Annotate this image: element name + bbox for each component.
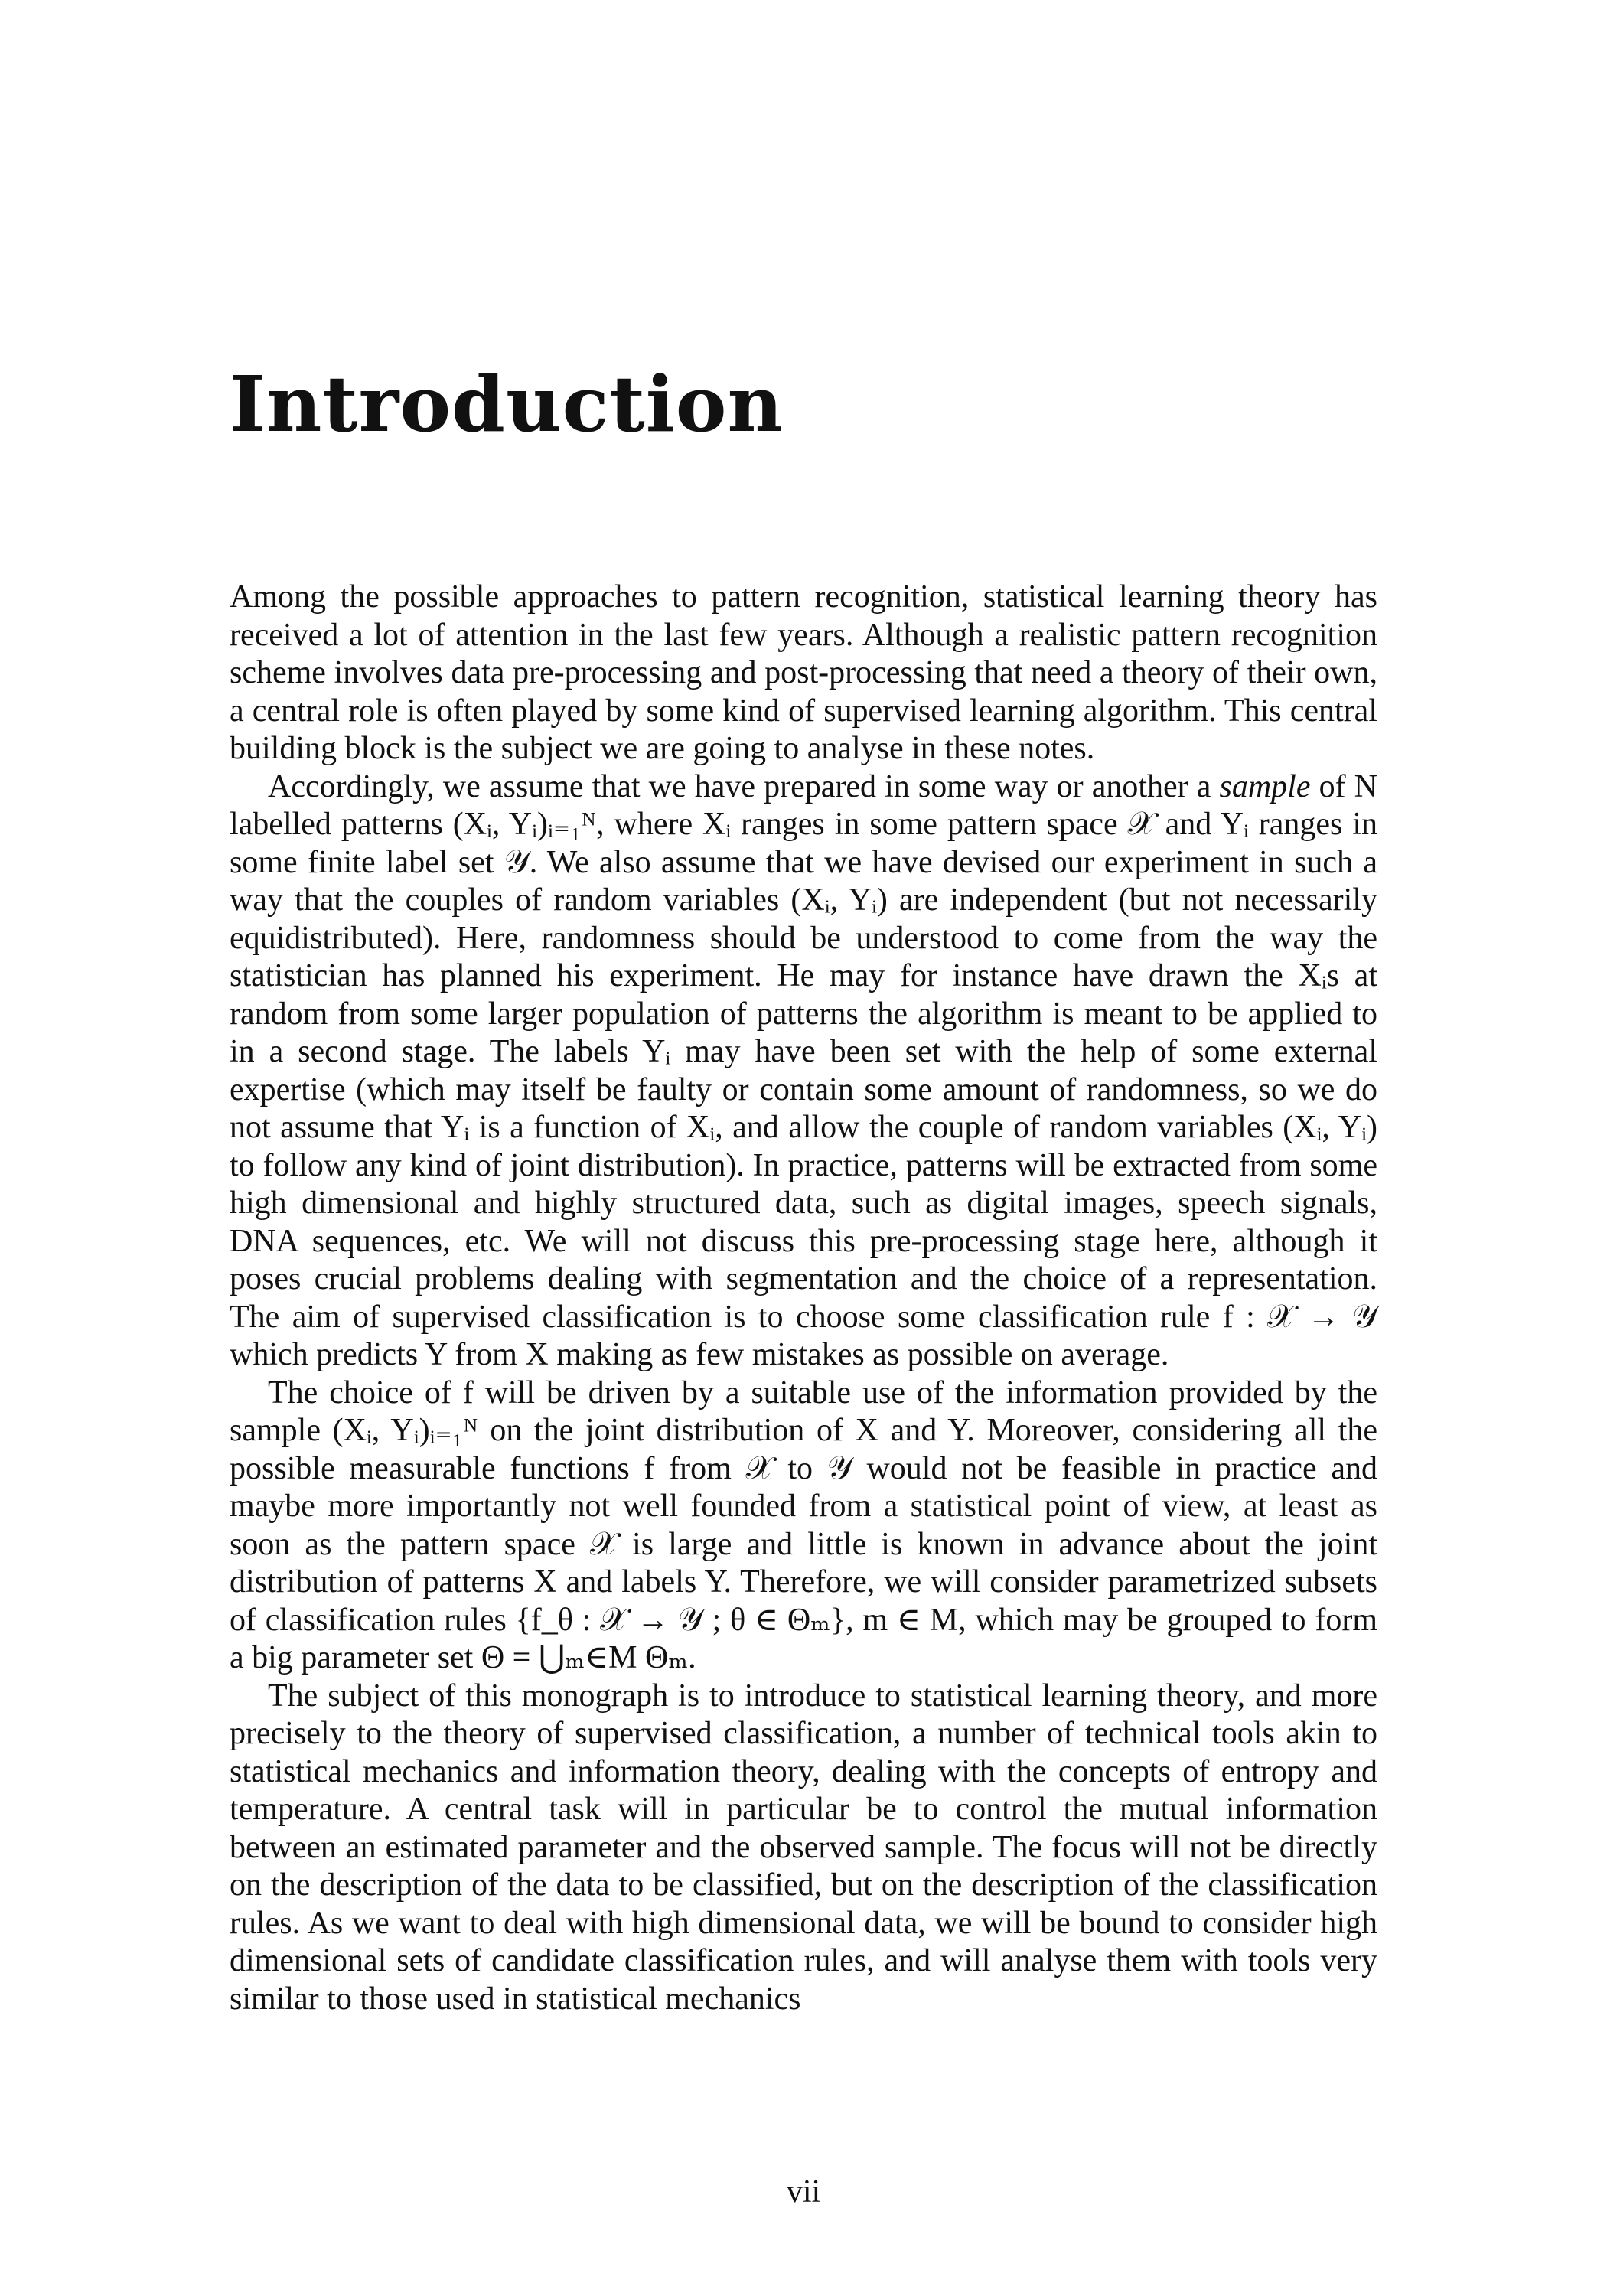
paragraph-4: The subject of this monograph is to introduce to statistical learning theory, and more precisely to the theory of supervised classification, a number of technical tools akin to statistical mechanics and information theory, dealing with the concepts of entropy and temperature. A central task will in particular be to control the mutual information between an estimated parameter and the observed sample. The focus will not be directly on the description of the data to be classified, but on the description of the classification rules. As we want to deal with high dimensional data, we will be bound to consider high dimensional sets of candidate classification rules, and will analyse them with tools very similar to those used in statistical mechanics	[230, 1678, 1377, 2017]
paragraph-2-rest: of N labelled patterns (Xᵢ, Yᵢ)ᵢ₌₁ᴺ, where Xᵢ ranges in some pattern space 𝒳 and Yᵢ ranges in some finite label set 𝒴. We also assume that we have devised our experiment in such a way that the couples of random variables (Xᵢ, Yᵢ) are independent (but not necessarily equidistributed). Here, randomness should be understood to come from the way the statistician has planned his experiment. He may for instance have drawn the Xᵢs at random from some larger population of patterns the algorithm is meant to be applied to in a second stage. The labels Yᵢ may have been set with the help of some external expertise (which may itself be faulty or contain some amount of randomness, so we do not assume that Yᵢ is a function of Xᵢ, and allow the couple of random variables (Xᵢ, Yᵢ) to follow any kind of joint distribution). In practice, patterns will be extracted from some high dimensional and highly structured data, such as digital images, speech signals, DNA sequences, etc. We will not discuss this pre-processing stage here, although it poses crucial problems dealing with segmentation and the choice of a representation. The aim of supervised classification is to choose some classification rule f : 𝒳 → 𝒴 which predicts Y from X making as few mistakes as possible on average.	[230, 768, 1377, 1372]
chapter-body	[230, 579, 1377, 2018]
chapter-title: Introduction	[230, 359, 784, 449]
paragraph-3: The choice of f will be driven by a suitable use of the information provided by the sample (Xᵢ, Yᵢ)ᵢ₌₁ᴺ on the joint distribution of X and Y. Moreover, considering all the possible measurable functions f from 𝒳 to 𝒴 would not be feasible in practice and maybe more importantly not well founded from a statistical point of view, at least as soon as the pattern space 𝒳 is large and little is known in advance about the joint distribution of patterns X and labels Y. Therefore, we will consider parametrized subsets of classification rules {f_θ : 𝒳 → 𝒴 ; θ ∈ Θₘ}, m ∈ M, which may be grouped to form a big parameter set Θ = ⋃ₘ∈M Θₘ.	[230, 1375, 1377, 1675]
page-number: vii	[786, 2174, 821, 2210]
sample-emphasis: sample	[1219, 768, 1311, 804]
paragraph-2	[230, 768, 1377, 1375]
paragraph-2-lead: Accordingly, we assume that we have prepared in some way or another a	[268, 768, 1220, 804]
paragraph-1: Among the possible approaches to pattern recognition, statistical learning theory has received a lot of attention in the last few years. Although a realistic pattern recognition scheme involves data pre-processing and post-processing that need a theory of their own, a central role is often played by some kind of supervised learning algorithm. This central building block is the subject we are going to analyse in these notes.	[230, 579, 1377, 766]
